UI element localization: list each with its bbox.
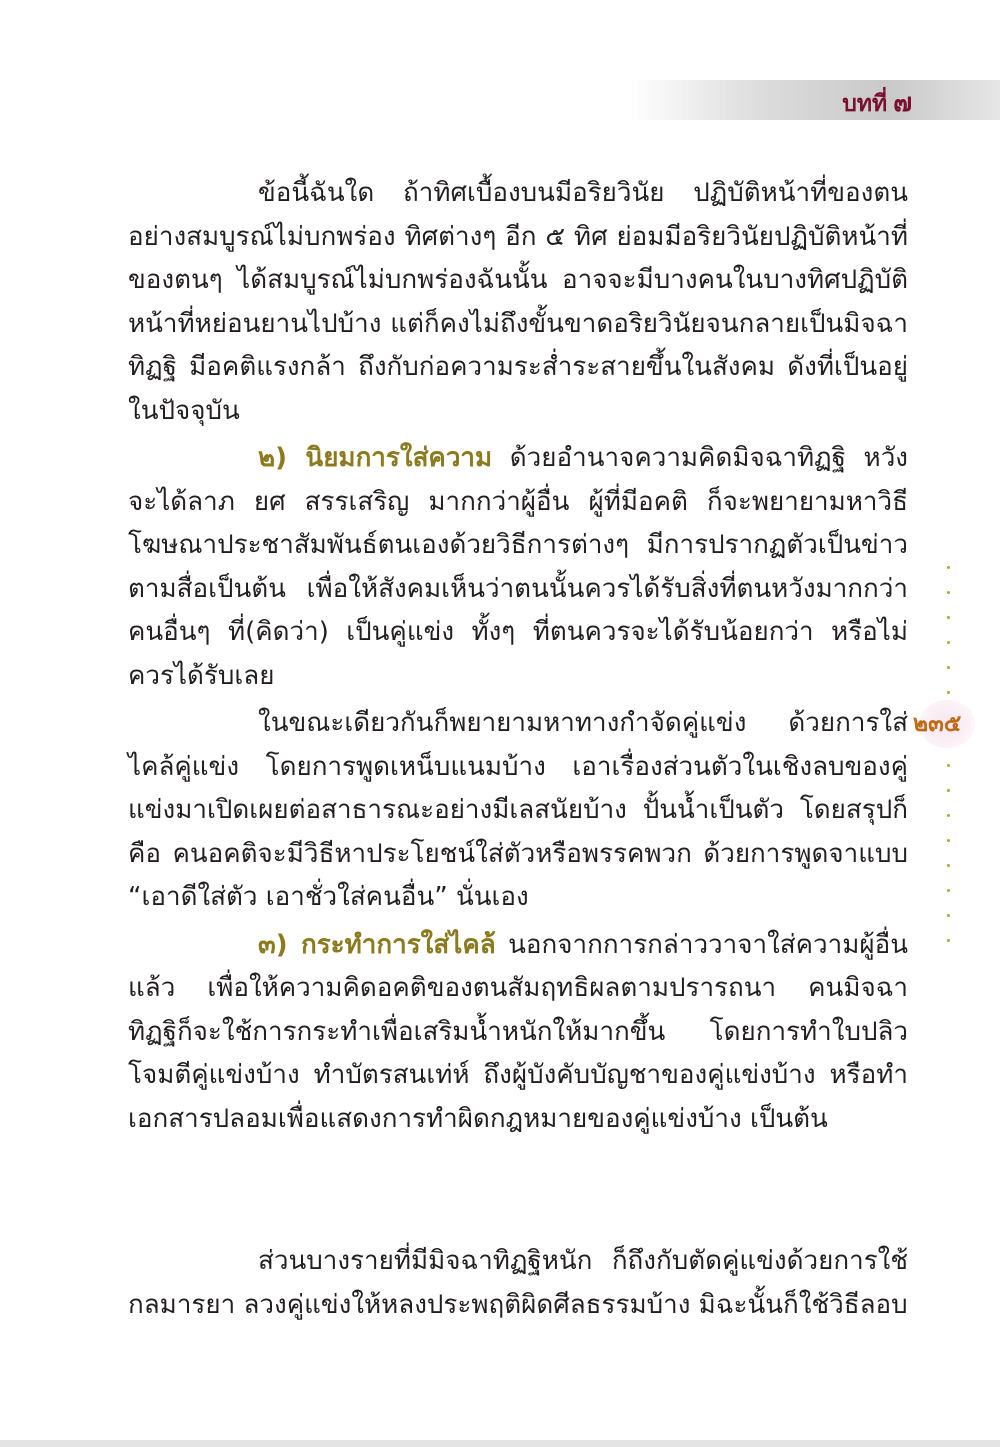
side-dot [947,641,950,644]
side-dot [947,839,950,842]
side-dot [947,814,950,817]
paragraph-2 [128,437,908,698]
paragraph-4-body: นอกจากการกล่าววาจาใส่ความผู้อื่นแล้ว เพื่อให้ความคิดอคติของตนสัมฤทธิผลตามปรารถนา คนมิจฉาทิฏฐิก็จะใช้การกระทำเพื่อเสริมน้ำหนักให้มากขึ้น โดยการทำใบปลิวโจมตีคู่แข่งบ้าง ทำบัตรสนเท่ห์ ถึงผู้บังคับบัญชาของคู่แข่งบ้าง หรือทำเอกสารปลอมเพื่อแสดงการทำผิดกฎหมายของคู่แข่งบ้าง เป็นต้น [128,929,908,1134]
paragraph-2-body: ด้วยอำนาจความคิดมิจฉาทิฏฐิ หวังจะได้ลาภ ยศ สรรเสริญ มากกว่าผู้อื่น ผู้ที่มีอคติ ก็จะพยายามหาวิธีโฆษณาประชาสัมพันธ์ตนเองด้วยวิธีการต่างๆ มีการปรากฏตัวเป็นข่าวตามสื่อเป็นต้น เพื่อให้สังคมเห็นว่าตนนั้นควรได้รับสิ่งที่ตนหวังมากกว่าคนอื่นๆ ที่(คิดว่า) เป็นคู่แข่ง ทั้งๆ ที่ตนควรจะได้รับน้อยกว่า หรือไม่ควรได้รับเลย [128,443,908,691]
chapter-header-bar [630,80,1000,120]
paragraph-3: ในขณะเดียวกันก็พยายามหาทางกำจัดคู่แข่ง ด้วยการใส่ไคล้คู่แข่ง โดยการพูดเหน็บแนมบ้าง เอาเรื่องส่วนตัวในเชิงลบของคู่แข่งมาเปิดเผยต่อสาธารณะอย่างมีเลสนัยบ้าง ปั้นน้ำเป็นตัว โดยสรุปก็คือ คนอคติจะมีวิธีหาประโยชน์ใส่ตัวหรือพรรคพวก ด้วยการพูดจาแบบ “เอาดีใส่ตัว เอาชั่วใส่คนอื่น” นั่นเอง [128,708,908,912]
side-dot [947,789,950,792]
side-dot [947,616,950,619]
section-heading-3: ๓) กระทำการใส่ไคล้ [258,929,496,960]
paragraph-4 [128,924,908,1142]
side-dot [947,864,950,867]
chapter-label-text: บทที่ [842,91,888,117]
body-text-lower [128,1240,908,1327]
side-dot [947,914,950,917]
chapter-number: ๗ [893,88,912,117]
page-number: ๒๓๕ [913,711,962,737]
page-bottom-edge [0,1440,1000,1447]
section-heading-2: ๒) นิยมการใส่ความ [258,443,493,473]
side-dot [947,889,950,892]
side-dot [947,691,950,694]
side-dots-upper [944,566,952,716]
side-dot [947,764,950,767]
body-text-upper [128,172,908,1141]
side-dot [947,666,950,669]
paragraph-1: ข้อนี้ฉันใด ถ้าทิศเบื้องบนมีอริยวินัย ปฏิบัติหน้าที่ของตนอย่างสมบูรณ์ไม่บกพร่อง ทิศต่างๆ อีก ๕ ทิศ ย่อมมีอริยวินัยปฏิบัติหน้าที่ของตนๆ ได้สมบูรณ์ไม่บกพร่องฉันนั้น อาจจะมีบางคนในบางทิศปฏิบัติหน้าที่หย่อนยานไปบ้าง แต่ก็คงไม่ถึงขั้นขาดอริยวินัยจนกลายเป็นมิจฉาทิฏฐิ มีอคติแรงกล้า ถึงกับก่อความระส่ำระสายขึ้นในสังคม ดังที่เป็นอยู่ในปัจจุบัน [128,178,908,426]
side-dot [947,591,950,594]
chapter-label [842,86,912,120]
side-dot [947,939,950,942]
side-dot [947,566,950,569]
paragraph-5: ส่วนบางรายที่มีมิจฉาทิฏฐิหนัก ก็ถึงกับตัดคู่แข่งด้วยการใช้กลมารยา ลวงคู่แข่งให้หลงประพฤติผิดศีลธรรมบ้าง มิฉะนั้นก็ใช้วิธีลอบ [128,1246,908,1320]
side-dots-lower [944,764,952,964]
